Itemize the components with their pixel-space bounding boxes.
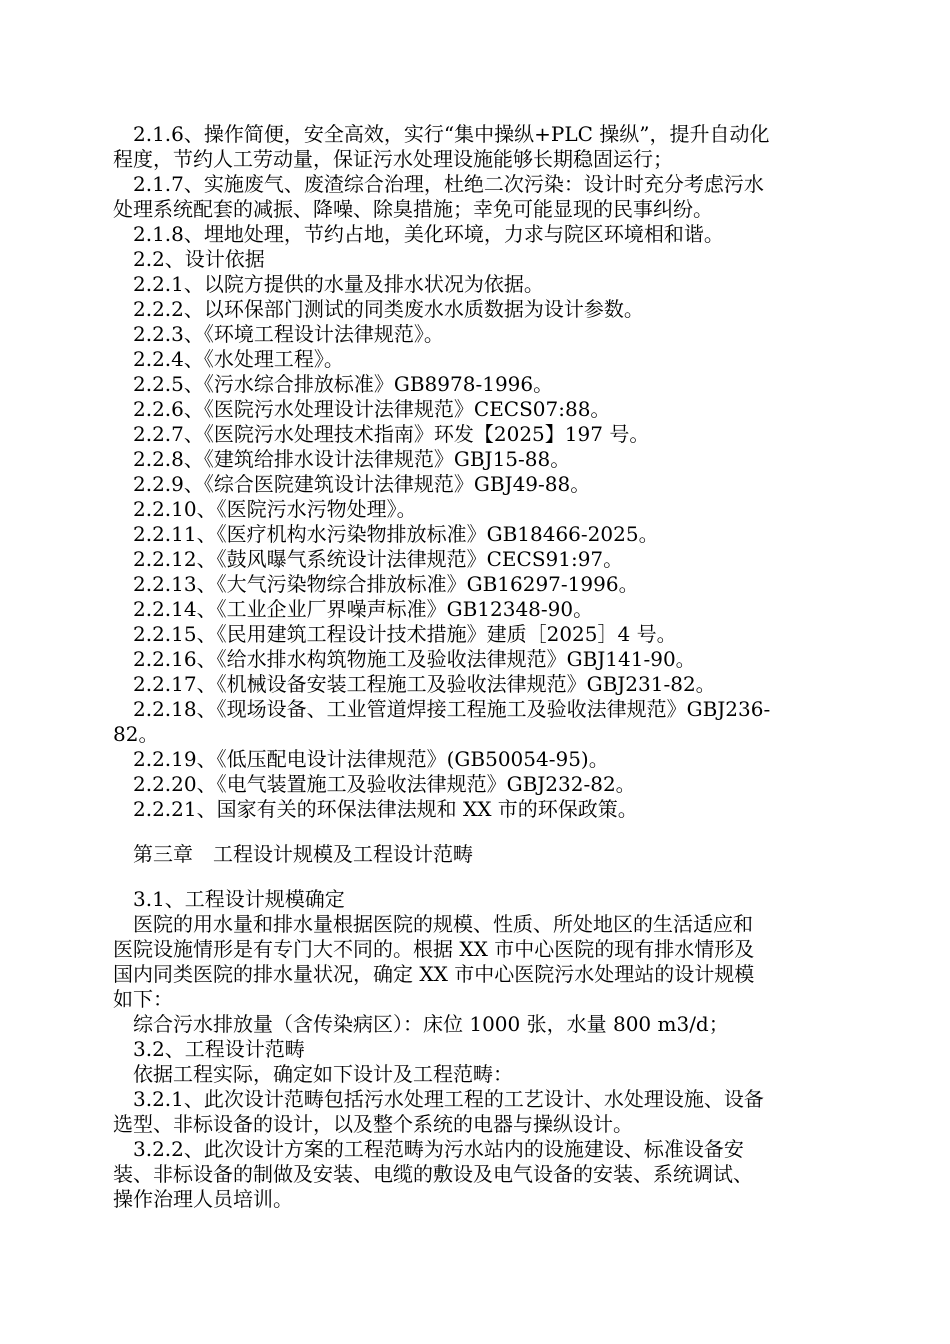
text-line: 医院设施情形是有专门大不同的。根据 XX 市中心医院的现有排水情形及 <box>113 937 755 961</box>
section-2-list <box>113 122 833 822</box>
text-line: 2.2.4、《水处理工程》。 <box>113 347 344 371</box>
text-line: 2.2.20、《电气装置施工及验收法律规范》GBJ232-82。 <box>113 772 636 796</box>
document-body <box>113 122 833 1212</box>
text-line: 2.2.6、《医院污水处理设计法律规范》CECS07:88。 <box>113 397 611 421</box>
text-line: 操作治理人员培训。 <box>113 1187 293 1211</box>
text-line: 2.2.16、《给水排水构筑物施工及验收法律规范》GBJ141-90。 <box>113 647 696 671</box>
text-line: 医院的用水量和排水量根据医院的规模、性质、所处地区的生活适应和 <box>113 912 753 936</box>
text-line: 2.1.6、操作简便，安全高效，实行“集中操纵+PLC 操纵”，提升自动化 <box>113 122 770 146</box>
text-line: 2.2.9、《综合医院建筑设计法律规范》GBJ49-88。 <box>113 472 591 496</box>
text-line: 82。 <box>113 722 159 746</box>
text-line: 2.2.15、《民用建筑工程设计技术措施》建质［2025］4 号。 <box>113 622 677 646</box>
text-line: 3.2.1、此次设计范畴包括污水处理工程的工艺设计、水处理设施、设备 <box>113 1087 764 1111</box>
chapter-title: 第三章 工程设计规模及工程设计范畴 <box>113 842 473 866</box>
section-heading: 3.1、工程设计规模确定 <box>113 887 345 911</box>
paragraph-3-1 <box>113 912 833 1037</box>
text-line: 2.2.19、《低压配电设计法律规范》(GB50054-95)。 <box>113 747 609 771</box>
section-heading: 3.2、工程设计范畴 <box>113 1037 305 1061</box>
text-line: 依据工程实际，确定如下设计及工程范畴： <box>113 1062 513 1086</box>
text-line: 国内同类医院的排水量状况，确定 XX 市中心医院污水处理站的设计规模 <box>113 962 755 986</box>
text-line: 2.1.8、埋地处理，节约占地，美化环境，力求与院区环境相和谐。 <box>113 222 724 246</box>
text-line: 2.2.1、以院方提供的水量及排水状况为依据。 <box>113 272 544 296</box>
text-line: 综合污水排放量（含传染病区）：床位 1000 张，水量 800 m3/d； <box>113 1012 729 1036</box>
text-line: 2.2.17、《机械设备安装工程施工及验收法律规范》GBJ231-82。 <box>113 672 716 696</box>
text-line: 选型、非标设备的设计，以及整个系统的电器与操纵设计。 <box>113 1112 633 1136</box>
text-line: 装、非标设备的制做及安装、电缆的敷设及电气设备的安装、系统调试、 <box>113 1162 753 1186</box>
section-heading: 2.2、设计依据 <box>113 247 265 271</box>
text-line: 2.2.13、《大气污染物综合排放标准》GB16297-1996。 <box>113 572 639 596</box>
text-line: 2.2.11、《医疗机构水污染物排放标准》GB18466-2025。 <box>113 522 659 546</box>
text-line: 2.2.10、《医院污水污物处理》。 <box>113 497 417 521</box>
text-line: 2.2.12、《鼓风曝气系统设计法律规范》CECS91:97。 <box>113 547 624 571</box>
text-line: 2.2.18、《现场设备、工业管道焊接工程施工及验收法律规范》GBJ236- <box>113 697 771 721</box>
text-line: 2.1.7、实施废气、废渣综合治理，杜绝二次污染：设计时充分考虑污水 <box>113 172 764 196</box>
text-line: 如下： <box>113 987 173 1011</box>
text-line: 处理系统配套的减振、降噪、除臭措施；幸免可能显现的民事纠纷。 <box>113 197 713 221</box>
text-line: 2.2.7、《医院污水处理技术指南》环发【2025】197 号。 <box>113 422 650 446</box>
text-line: 2.2.14、《工业企业厂界噪声标准》GB12348-90。 <box>113 597 594 621</box>
text-line: 2.2.3、《环境工程设计法律规范》。 <box>113 322 444 346</box>
text-line: 2.2.21、国家有关的环保法律法规和 XX 市的环保政策。 <box>113 797 638 821</box>
text-line: 2.2.5、《污水综合排放标准》GB8978-1996。 <box>113 372 554 396</box>
text-line: 3.2.2、此次设计方案的工程范畴为污水站内的设施建设、标准设备安 <box>113 1137 744 1161</box>
text-line: 2.2.2、以环保部门测试的同类废水水质数据为设计参数。 <box>113 297 644 321</box>
text-line: 2.2.8、《建筑给排水设计法律规范》GBJ15-88。 <box>113 447 571 471</box>
paragraph-3-2 <box>113 1062 833 1212</box>
text-line: 程度，节约人工劳动量，保证污水处理设施能够长期稳固运行； <box>113 147 673 171</box>
